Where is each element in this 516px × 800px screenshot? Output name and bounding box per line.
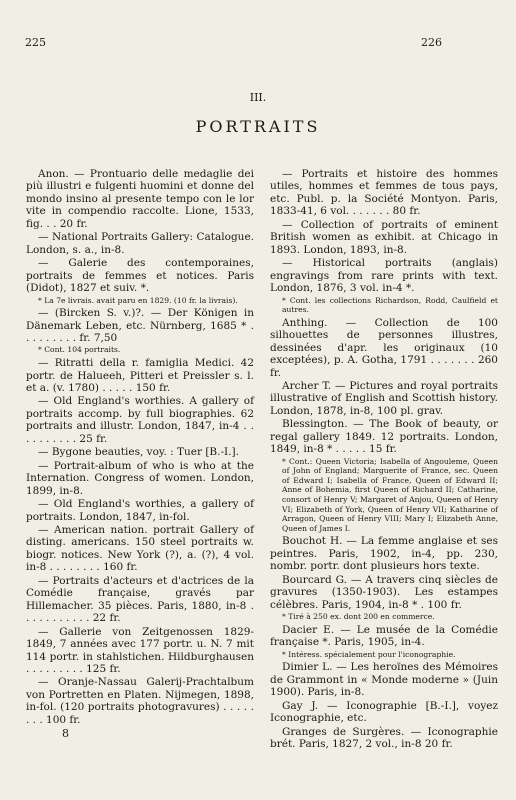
section-number: III. — [249, 91, 267, 104]
right-page-number: 226 — [421, 36, 442, 49]
catalog-entry: — Portrait-album of who is who at the Internation. Congress of women. London, 1899, in-8. — [26, 459, 254, 497]
footnote: * Cont. 104 portraits. — [38, 345, 121, 355]
catalog-entry: — National Portraits Gallery: Catalogue. London, s. a., in-8. — [26, 231, 254, 256]
catalog-entry: — Ritratti della r. famiglia Medici. 42 portr. de Halueeh, Pitteri et Preissler s. l. et a. (v. 1780) . . . . . 150 fr. — [26, 357, 254, 394]
footnote: * Cont.: Queen Victoria; Isabella of Angouleme, Queen of John of England; Marguerite of France, sec. Queen of Edward I; Isabella of France, Queen of Edward II; Anne of Bohemia, first Queen of Richard II; Catharine, consort of Henry V; Margaret of Anjou, Queen of Henry VI; Elizabeth of York, Queen of Henry VII; Katharine of Arragon, Queen of Henry VIII; Mary I; Elizabeth Anne, Queen of James I. — [282, 456, 498, 533]
catalog-entry: — Galerie des contemporaines, portraits de femmes et notices. Paris (Didot), 1827 et suiv. *. — [26, 257, 254, 295]
catalog-entry: Bouchot H. — La femme anglaise et ses peintres. Paris, 1902, in-4, pp. 230, nombr. portr. dont plusieurs hors texte. — [270, 535, 498, 573]
catalog-entry: Anthing. — Collection de 100 silhouettes de personnes illustres, dessinées d'apr. les originaux (10 exceptées), p. A. Gotha, 1791 . . . . . . . 260 fr. — [270, 316, 498, 379]
left-page-number: 225 — [25, 36, 46, 49]
catalog-entry: — Old England's worthies. A gallery of portraits accomp. by full biographies. 62 portraits and illustr. London, 1847, in-4 . . . . . . . . . . 25 fr. — [26, 395, 254, 445]
footnote: * La 7e livrais. avait paru en 1829. (10 fr. la livrais). — [38, 295, 238, 305]
catalog-entry: Bourcard G. — A travers cinq siècles de gravures (1350-1903). Les estampes célèbres. Paris, 1904, in-8 * . 100 fr. — [270, 573, 498, 611]
footnote: * Cont. les collections Richardson, Rodd, Caulfield et autres. — [282, 295, 498, 315]
catalog-entry: — Portraits et histoire des hommes utiles, hommes et femmes de tous pays, etc. Publ. p. la Société Montyon. Paris, 1833-41, 6 vol. . . . . . . 80 fr. — [270, 168, 498, 218]
signature-mark: 8 — [62, 727, 69, 741]
catalog-entry: — Collection of portraits of eminent British women as exhibit. at Chicago in 1893. London, 1893, in-8. — [270, 218, 498, 256]
catalog-entry: Dimier L. — Les heroïnes des Mémoires de Grammont in « Monde moderne » (Juin 1900). Paris, in-8. — [270, 661, 498, 699]
catalog-entry: — Historical portraits (anglais) engravings from rare prints with text. London, 1876, 3 vol. in-4 *. — [270, 257, 498, 295]
catalog-entry: — American nation. portrait Gallery of disting. americans. 150 steel portraits w. biogr. notices. New York (?), a. (?), 4 vol. in-8 . . . . . . . . 160 fr. — [26, 523, 254, 574]
catalog-entry: — Bygone beauties, voy. : Tuer [B.-I.]. — [38, 446, 239, 459]
catalog-entry: Gay J. — Iconographie [B.-I.], voyez Iconographie, etc. — [270, 699, 498, 725]
section-title: PORTRAITS — [195, 117, 321, 136]
footnote: * Intéress. spécialement pour l'iconographie. — [282, 649, 456, 659]
catalog-entry: Archer T. — Pictures and royal portraits illustrative of English and Scottish history. London, 1878, in-8, 100 pl. grav. — [270, 379, 498, 417]
catalog-entry: Granges de Surgères. — Iconographie brét. Paris, 1827, 2 vol., in-8 20 fr. — [270, 725, 498, 750]
catalog-entry: — Portraits d'acteurs et d'actrices de la Comédie française, gravés par Hillemacher. 35 pièces. Paris, 1880, in-8 . . . . . . . . . . . 22 fr. — [26, 574, 254, 625]
footnote: * Tiré à 250 ex. dont 200 en commerce. — [282, 612, 435, 622]
catalog-entry: — (Bircken S. v.)?. — Der Königen in Dänemark Leben, etc. Nürnberg, 1685 * . . . . . . . . . fr. 7,50 — [26, 307, 254, 345]
right-column — [270, 168, 498, 751]
catalog-entry: Dacier E. — Le musée de la Comédie française *. Paris, 1905, in-4. — [270, 623, 498, 649]
left-column — [26, 168, 254, 741]
catalog-entry: Anon. — Prontuario delle medaglie dei più illustri e fulgenti huomini et donne del mondo insino al presente tempo con le lor vite in compendio raccolte. Lione, 1533, fig. . . 20 fr. — [26, 168, 254, 230]
catalog-entry: — Gallerie von Zeitgenossen 1829-1849, 7 années avec 177 portr. u. N. 7 mit 114 portr. in stahlstichen. Hildburghausen . . . . . . . . . 125 fr. — [26, 625, 254, 675]
catalog-entry: Blessington. — The Book of beauty, or regal gallery 1849. 12 portraits. London, 1849, in-8 * . . . . . 15 fr. — [270, 418, 498, 456]
catalog-entry: — Old England's worthies, a gallery of portraits. London, 1847, in-fol. — [26, 498, 254, 523]
catalog-entry: — Oranje-Nassau Galerij-Prachtalbum von Portretten en Platen. Nijmegen, 1898, in-fol. (120 portraits photogravures) . . . . . . . . 100 fr. — [26, 676, 254, 726]
